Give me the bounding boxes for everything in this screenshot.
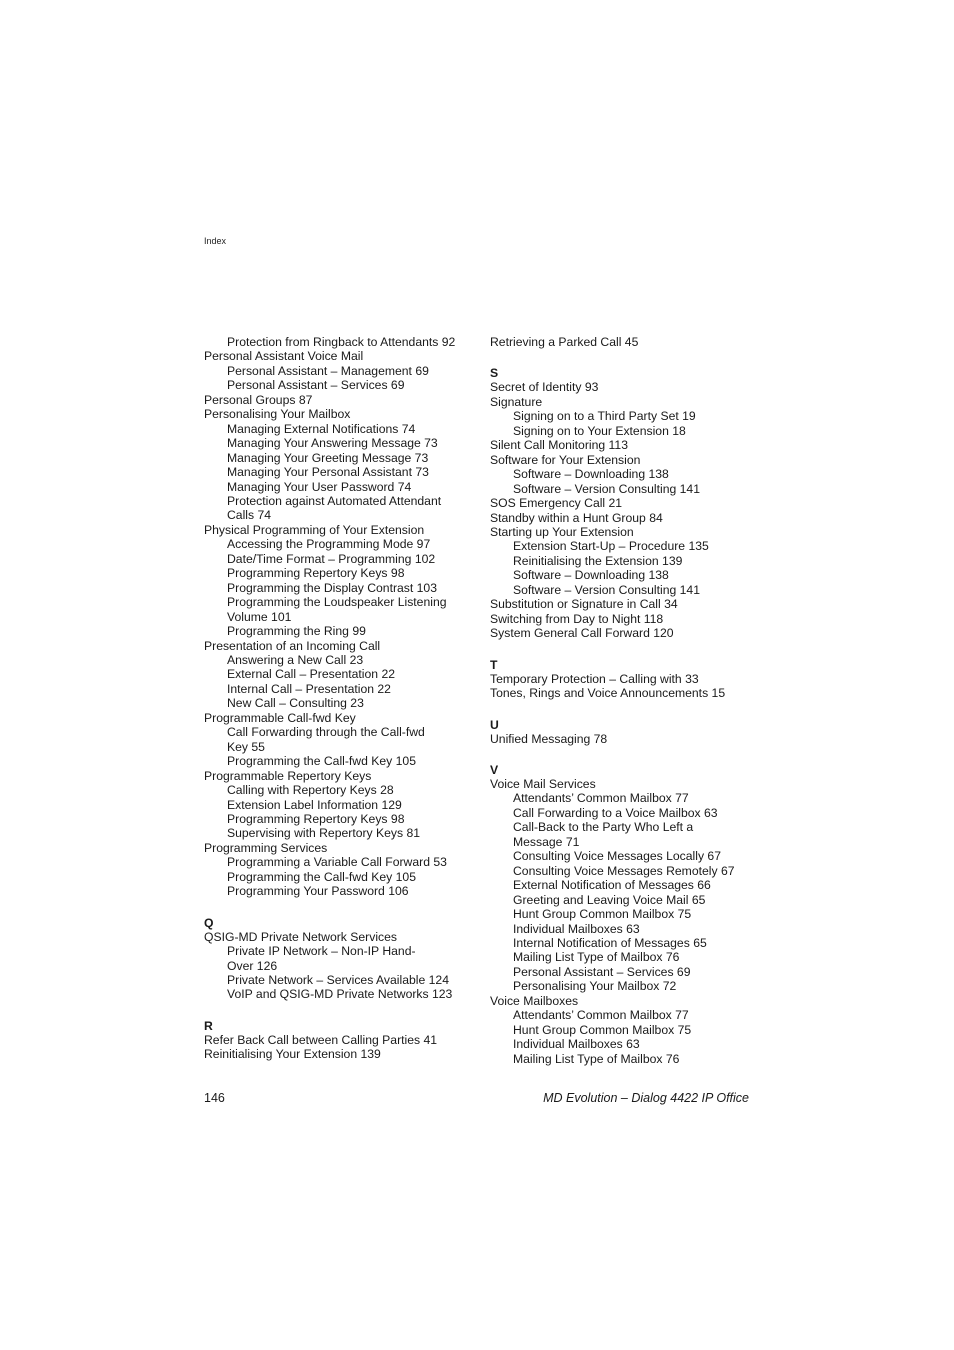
index-entry: Secret of Identity 93 [490, 380, 599, 395]
index-entry: Tones, Rings and Voice Announcements 15 [490, 686, 726, 701]
index-column-right [490, 335, 760, 1066]
index-entry: Switching from Day to Night 118 [490, 611, 664, 626]
index-subentry: Programming the Ring 99 [227, 624, 366, 639]
index-subentry: Protection from Ringback to Attendants 92 [227, 335, 456, 349]
index-subentry: VoIP and QSIG-MD Private Networks 123 [227, 987, 453, 1002]
index-subentry: Programming the Loudspeaker Listening [227, 595, 447, 610]
index-entry: Voice Mail Services [490, 776, 596, 791]
index-entry: Voice Mailboxes [490, 993, 579, 1008]
index-subentry: Programming the Display Contrast 103 [227, 580, 437, 595]
index-subentry: Date/Time Format – Programming 102 [227, 551, 436, 566]
index-entry: Silent Call Monitoring 113 [490, 438, 628, 453]
index-entry: Retrieving a Parked Call 45 [490, 335, 639, 349]
index-subentry: Programming Repertory Keys 98 [227, 566, 405, 581]
index-subentry: Consulting Voice Messages Remotely 67 [513, 863, 735, 878]
index-subentry: Software – Version Consulting 141 [513, 481, 700, 496]
index-entry: Reinitialising Your Extension 139 [204, 1047, 381, 1062]
index-entry: Programming Services [204, 840, 328, 855]
index-subentry: Managing Your Answering Message 73 [227, 436, 438, 451]
index-letter-heading: U [490, 717, 499, 732]
index-entry: QSIG-MD Private Network Services [204, 929, 398, 944]
running-header: Index [204, 236, 227, 246]
index-subentry: Mailing List Type of Mailbox 76 [513, 950, 680, 965]
index-entry: Starting up Your Extension [490, 524, 634, 539]
index-subentry: Programming the Call-fwd Key 105 [227, 754, 416, 769]
index-subentry: Managing Your Greeting Message 73 [227, 450, 429, 465]
index-subentry: Call Forwarding to a Voice Mailbox 63 [513, 805, 718, 820]
index-subentry: Greeting and Leaving Voice Mail 65 [513, 892, 706, 907]
index-subentry: Extension Start-Up – Procedure 135 [513, 539, 709, 554]
index-entry: Software for Your Extension [490, 452, 641, 467]
page-number: 146 [204, 1091, 225, 1105]
index-subentry: Consulting Voice Messages Locally 67 [513, 849, 721, 864]
index-entry: Physical Programming of Your Extension [204, 522, 425, 537]
index-letter-heading: T [490, 657, 498, 672]
index-entry: SOS Emergency Call 21 [490, 496, 623, 511]
index-subentry: Protection against Automated Attendant [227, 493, 442, 508]
index-subentry: Message 71 [513, 834, 580, 849]
index-entry: Programmable Repertory Keys [204, 768, 372, 783]
index-subentry: Volume 101 [227, 609, 292, 624]
index-subentry: Mailing List Type of Mailbox 76 [513, 1051, 680, 1066]
index-entry: Personal Assistant Voice Mail [204, 349, 364, 364]
index-subentry: Personal Assistant – Services 69 [513, 964, 691, 979]
index-entry: Unified Messaging 78 [490, 731, 608, 746]
index-letter-heading: V [490, 762, 499, 777]
index-subentry: Attendants’ Common Mailbox 77 [513, 1008, 689, 1023]
index-subentry: Internal Call – Presentation 22 [227, 681, 391, 696]
index-subentry: Personal Assistant – Management 69 [227, 363, 429, 378]
index-subentry: Managing Your User Password 74 [227, 479, 412, 494]
index-subentry: Hunt Group Common Mailbox 75 [513, 907, 692, 922]
index-subentry: Extension Label Information 129 [227, 797, 402, 812]
index-entry: Refer Back Call between Calling Parties 41 [204, 1032, 438, 1047]
index-subentry: Hunt Group Common Mailbox 75 [513, 1022, 692, 1037]
index-letter-heading: S [490, 366, 499, 381]
index-subentry: Over 126 [227, 958, 278, 973]
index-subentry: Attendants’ Common Mailbox 77 [513, 791, 689, 806]
index-entry: Signature [490, 394, 543, 409]
index-subentry: Personal Assistant – Services 69 [227, 378, 405, 393]
index-subentry: Individual Mailboxes 63 [513, 921, 640, 936]
index-subentry: Software – Downloading 138 [513, 568, 669, 583]
index-subentry: Software – Downloading 138 [513, 467, 669, 482]
index-subentry: Supervising with Repertory Keys 81 [227, 826, 421, 841]
index-subentry: Calls 74 [227, 508, 272, 523]
index-subentry: Private Network – Services Available 124 [227, 973, 449, 988]
index-entry: Programmable Call-fwd Key [204, 710, 356, 725]
index-entry: Substitution or Signature in Call 34 [490, 597, 678, 612]
index-subentry: Accessing the Programming Mode 97 [227, 537, 431, 552]
index-subentry: External Call – Presentation 22 [227, 667, 396, 682]
index-subentry: Calling with Repertory Keys 28 [227, 783, 394, 798]
index-letter-heading: R [204, 1018, 213, 1033]
index-subentry: Call Forwarding through the Call-fwd [227, 725, 425, 740]
index-subentry: Managing Your Personal Assistant 73 [227, 465, 429, 480]
index-subentry: Answering a New Call 23 [227, 652, 364, 667]
index-subentry: New Call – Consulting 23 [227, 696, 364, 711]
index-subentry: Key 55 [227, 739, 265, 754]
index-subentry: Internal Notification of Messages 65 [513, 935, 707, 950]
index-subentry: Reinitialising the Extension 139 [513, 553, 683, 568]
index-subentry: Programming a Variable Call Forward 53 [227, 855, 447, 870]
index-subentry: Programming Your Password 106 [227, 884, 409, 899]
index-entry: Presentation of an Incoming Call [204, 638, 381, 653]
index-subentry: Individual Mailboxes 63 [513, 1037, 640, 1052]
index-entry: Personalising Your Mailbox [204, 407, 351, 422]
index-subentry: Programming the Call-fwd Key 105 [227, 869, 416, 884]
index-entry: Personal Groups 87 [204, 392, 313, 407]
index-entry: Temporary Protection – Calling with 33 [490, 671, 699, 686]
index-entry: Standby within a Hunt Group 84 [490, 510, 663, 525]
index-subentry: Call-Back to the Party Who Left a [513, 820, 694, 835]
index-column-left [204, 335, 484, 1062]
index-subentry: Signing on to a Third Party Set 19 [513, 409, 696, 424]
index-subentry: Managing External Notifications 74 [227, 421, 416, 436]
index-subentry: Signing on to Your Extension 18 [513, 423, 686, 438]
index-letter-heading: Q [204, 915, 214, 930]
index-subentry: External Notification of Messages 66 [513, 878, 711, 893]
index-entry: System General Call Forward 120 [490, 626, 674, 641]
index-subentry: Software – Version Consulting 141 [513, 582, 700, 597]
index-subentry: Personalising Your Mailbox 72 [513, 979, 677, 994]
document-title: MD Evolution – Dialog 4422 IP Office [543, 1091, 749, 1105]
index-subentry: Programming Repertory Keys 98 [227, 811, 405, 826]
index-subentry: Private IP Network – Non-IP Hand- [227, 944, 416, 959]
